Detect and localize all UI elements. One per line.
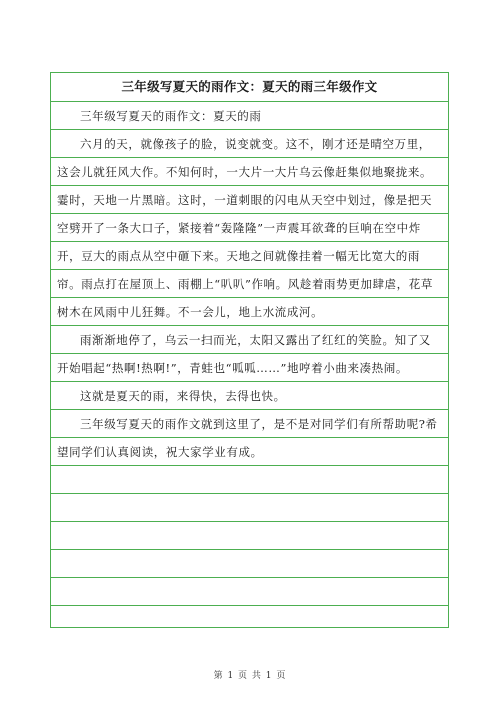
body-paragraph-1: 六月的天，就像孩子的脸，说变就变。这不，刚才还是晴空万里，这会儿就狂风大作。不知何时，一大片一大片乌云像赶集似地聚拢来。霎时，天地一片黑暗。这时，一道刺眼的闪电从天空中划过，像是把天空劈开了一条大口子，紧接着“轰隆隆”一声震耳欲聋的巨响在空中炸开，豆大的雨点从空中砸下来。天地之间就像挂着一幅无比宽大的雨帘。雨点打在屋顶上、雨棚上“叭叭”作响。风趁着雨势更加肆虐，花草树木在风雨中儿狂舞。不一会儿，地上水流成河。 xyxy=(57,137,433,319)
page-number: 第 1 页 共 1 页 xyxy=(213,671,287,681)
body-paragraph-2: 雨渐渐地停了，乌云一扫而光，太阳又露出了红红的笑脸。知了又开始唱起“热啊!热啊!”，青蛙也“呱呱……”地哼着小曲来凑热闹。 xyxy=(57,333,431,375)
document-title: 三年级写夏天的雨作文：夏天的雨三年级作文 xyxy=(51,73,448,102)
body-paragraph-3: 这就是夏天的雨，来得快，去得也快。 xyxy=(80,389,286,403)
subtitle-paragraph: 三年级写夏天的雨作文：夏天的雨 xyxy=(80,109,262,123)
composition-sheet xyxy=(50,72,449,628)
body-paragraph-4: 三年级写夏天的雨作文就到这里了，是不是对同学们有所帮助呢?希望同学们认真阅读，祝大家学业有成。 xyxy=(57,417,438,459)
lined-body xyxy=(51,102,448,628)
